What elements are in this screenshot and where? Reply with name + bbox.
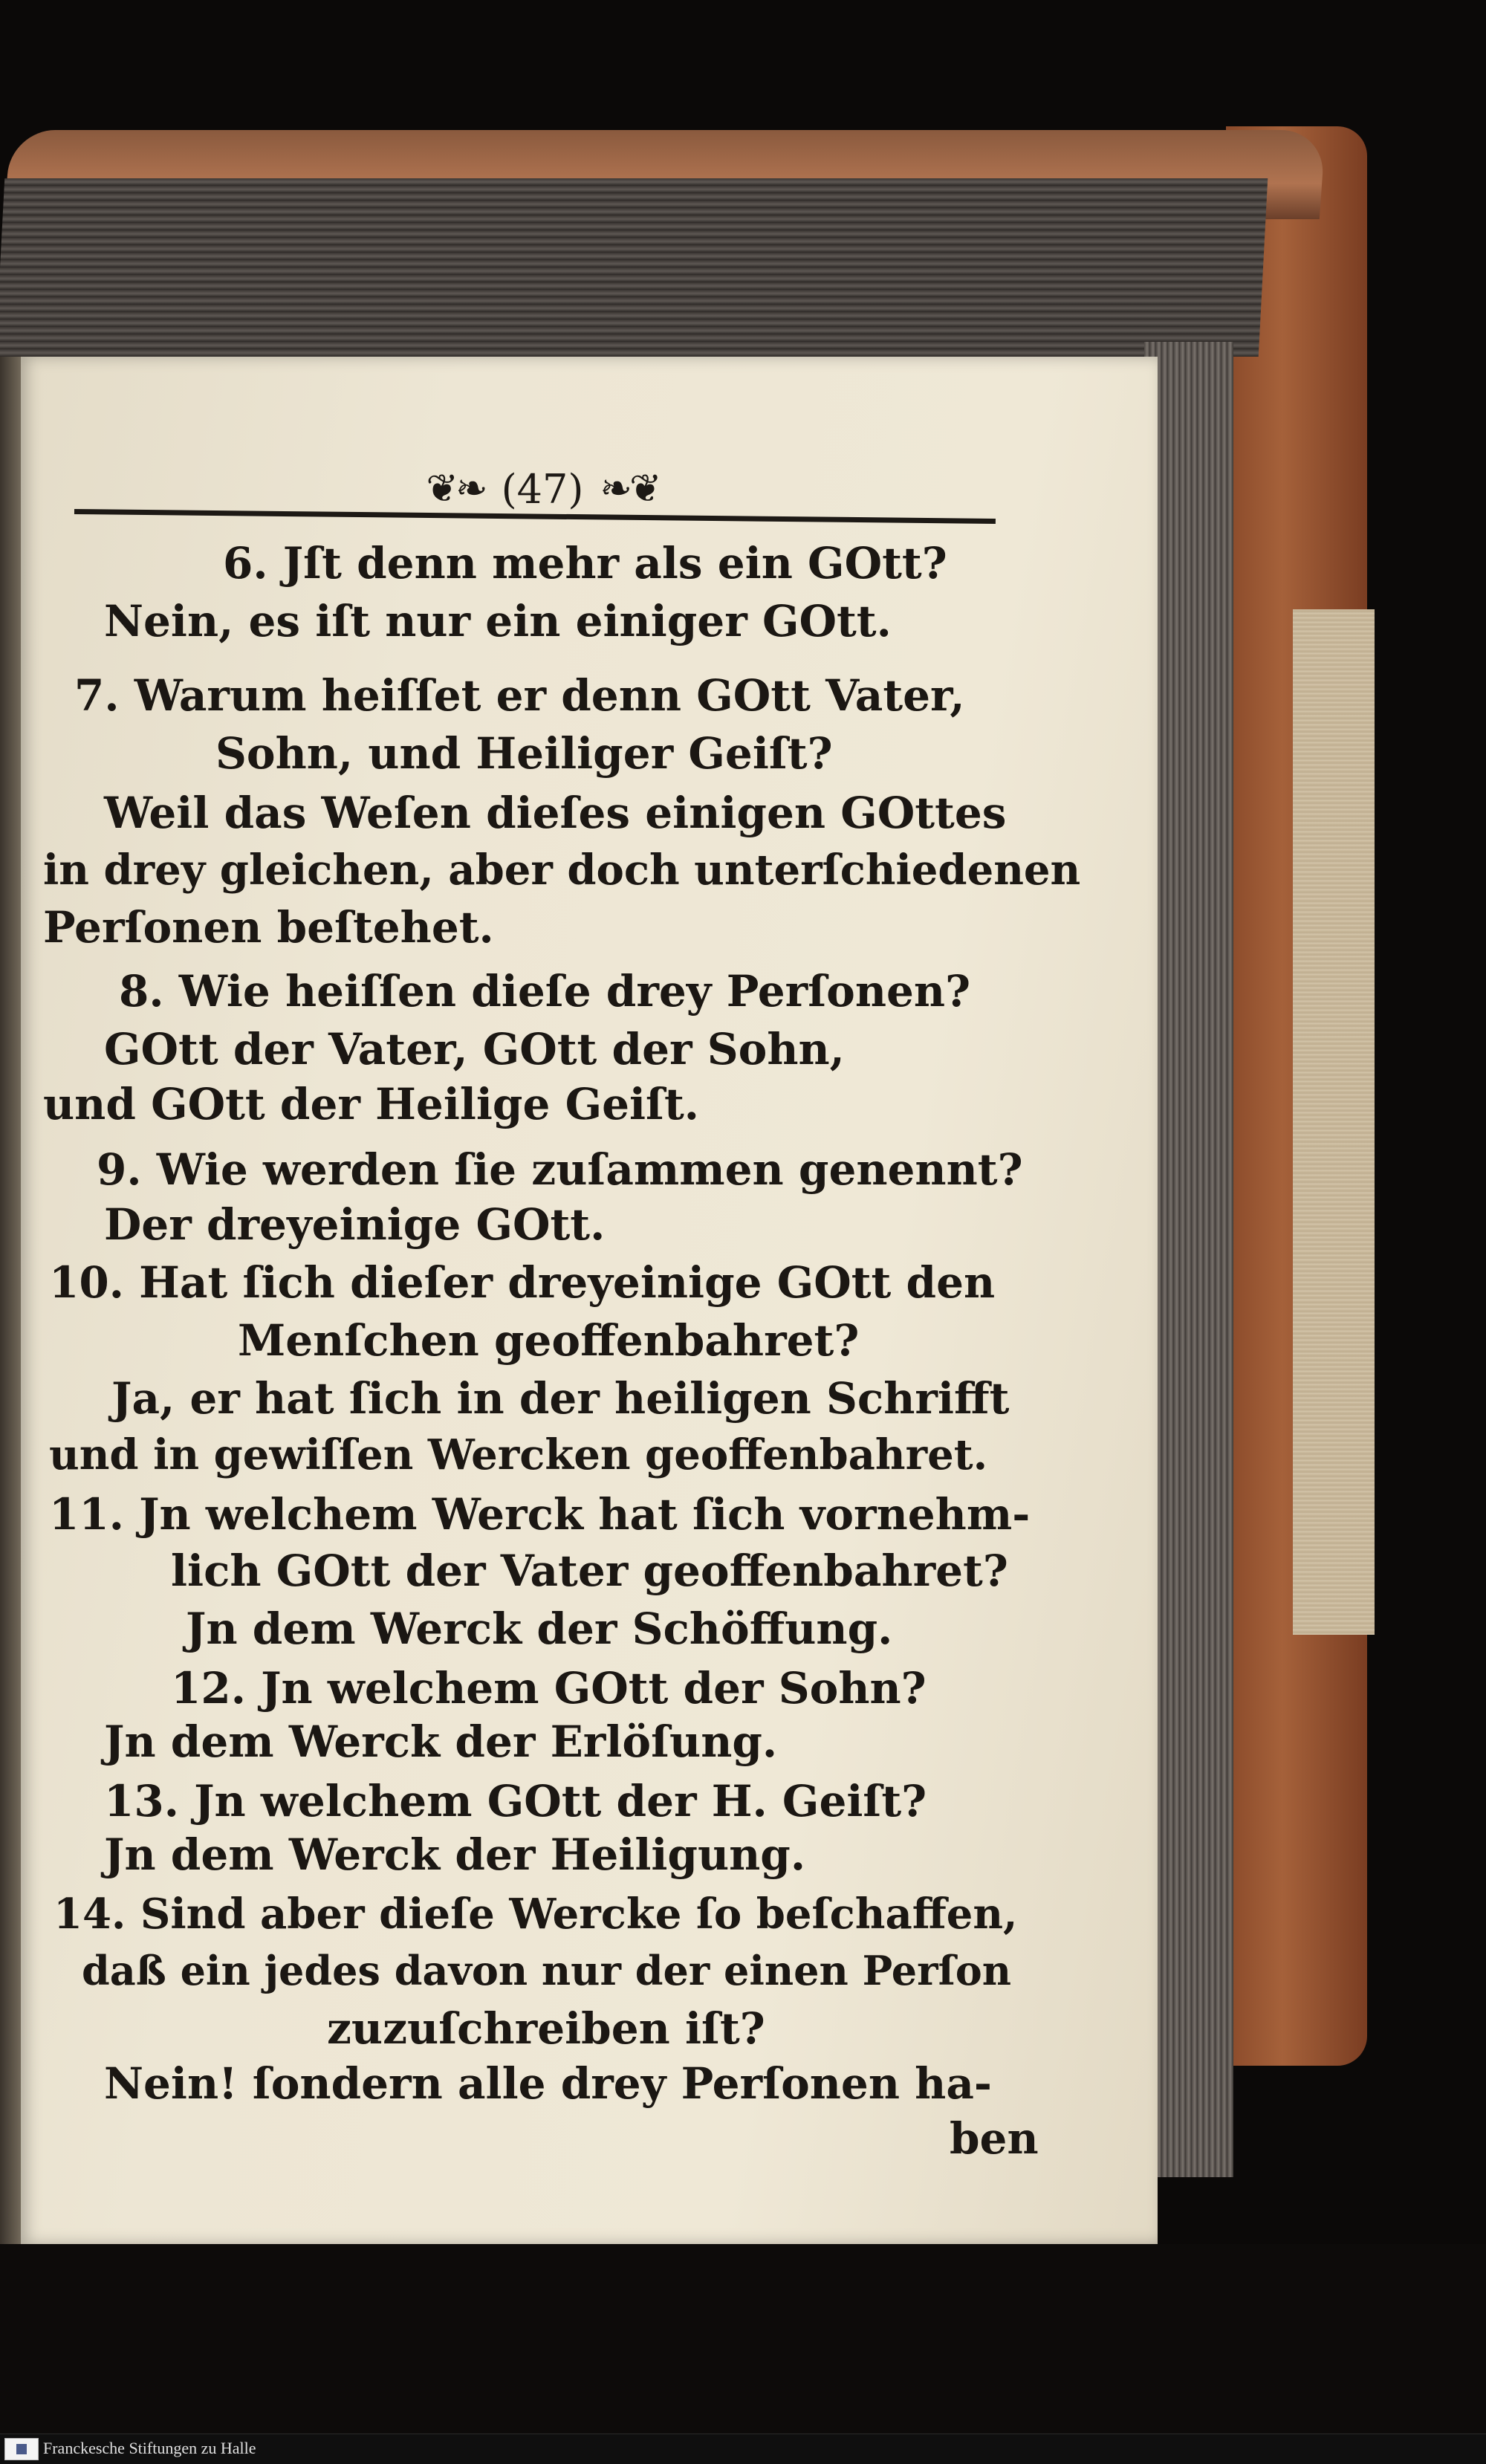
- text-line: Nein, es iſt nur ein einiger GOtt.: [104, 596, 892, 646]
- text-line: 13. Jn welchem GOtt der H. Geiſt?: [104, 1776, 927, 1826]
- footer-institution-label: Franckesche Stiftungen zu Halle: [43, 2439, 256, 2457]
- scan-background-bottom: [0, 2244, 1486, 2434]
- text-line: zuzuſchreiben iſt?: [327, 2003, 765, 2054]
- text-line: Weil das Weſen dieſes einigen GOttes: [104, 788, 1007, 838]
- text-line: Menſchen geoffenbahret?: [238, 1315, 860, 1366]
- page-number: (47): [501, 465, 584, 513]
- text-line: 11. Jn welchem Werck hat ſich vornehm-: [49, 1489, 1031, 1540]
- text-line: und in gewiſſen Wercken geoffenbahret.: [49, 1430, 988, 1479]
- text-line: Jn dem Werck der Erlöſung.: [104, 1716, 778, 1767]
- text-line: GOtt der Vater, GOtt der Sohn,: [104, 1024, 845, 1074]
- text-line: 10. Hat ſich dieſer dreyeinige GOtt den: [49, 1257, 996, 1308]
- text-line: und GOtt der Heilige Geiſt.: [43, 1079, 699, 1129]
- text-line: Jn dem Werck der Schöffung.: [186, 1604, 893, 1654]
- text-line: Jn dem Werck der Heiligung.: [104, 1829, 806, 1880]
- text-line: 14. Sind aber dieſe Wercke ſo beſchaffen,: [53, 1890, 1018, 1939]
- text-line: Sohn, und Heiliger Geiſt?: [215, 728, 833, 779]
- ornament-right-icon: ❧❦: [600, 467, 659, 511]
- text-line: in drey gleichen, aber doch unterſchiedenen: [43, 846, 1081, 895]
- page-header: [349, 459, 736, 519]
- text-line: Ja, er hat ſich in der heiligen Schrifft: [111, 1373, 1010, 1424]
- text-line: 9. Wie werden ſie zuſammen genennt?: [97, 1144, 1023, 1195]
- text-line: 6. Jſt denn mehr als ein GOtt?: [223, 538, 947, 589]
- text-line: Der dreyeinige GOtt.: [104, 1199, 606, 1250]
- text-line: Nein! ſondern alle drey Perſonen ha-: [104, 2058, 993, 2109]
- ornament-left-icon: ❦❧: [426, 467, 485, 511]
- text-line: daß ein jedes davon nur der einen Perſon: [82, 1947, 1012, 1994]
- text-line: 8. Wie heiſſen dieſe drey Perſonen?: [119, 966, 971, 1017]
- text-line: 12. Jn welchem GOtt der Sohn?: [171, 1663, 927, 1714]
- page-block-top: [0, 178, 1268, 357]
- text-line: 7. Warum heiſſet er denn GOtt Vater,: [74, 670, 965, 721]
- book-fore-edge: [1293, 609, 1375, 1635]
- catchword: ben: [950, 2113, 1039, 2164]
- text-line: Perſonen beſtehet.: [43, 902, 494, 953]
- text-line: lich GOtt der Vater geoffenbahret?: [171, 1546, 1008, 1596]
- institution-logo-icon: [4, 2438, 39, 2460]
- page-block-edge: [1144, 342, 1233, 2177]
